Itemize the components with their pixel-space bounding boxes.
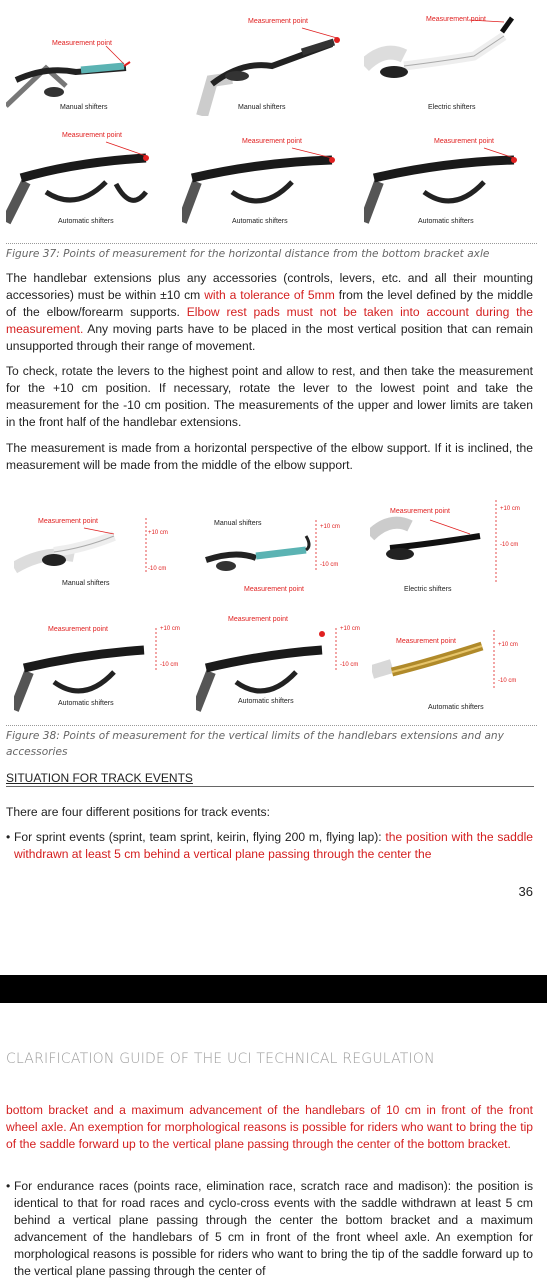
measurement-point-label: Measurement point	[52, 40, 112, 47]
minus-10cm-label: -10 cm	[340, 662, 359, 668]
measurement-point-label: Measurement point	[228, 616, 288, 623]
section-title: SITUATION FOR TRACK EVENTS	[6, 771, 193, 785]
caption-divider	[6, 725, 537, 726]
page-number: 36	[518, 884, 533, 899]
figure37-caption: Figure 37: Points of measurement for the horizontal distance from the bottom bracket axle	[6, 248, 490, 260]
handlebar-photo	[196, 500, 366, 600]
plus-10cm-label: +10 cm	[340, 626, 360, 632]
figure38-panel-2	[196, 500, 366, 600]
caption-divider	[6, 243, 537, 244]
minus-10cm-label: -10 cm	[148, 566, 167, 572]
plus-10cm-label: +10 cm	[498, 642, 518, 648]
page-separator	[0, 975, 547, 1003]
shifters-label: Manual shifters	[214, 520, 262, 527]
paragraph-horizontal: The measurement is made from a horizontal perspective of the elbow support. If it is inclined, the measurement will be made from the middle of the elbow support.	[6, 441, 533, 472]
measurement-point-label: Measurement point	[244, 586, 304, 593]
bullet-sprint: • For sprint events (sprint, team sprint, keirin, flying 200 m, flying lap): the position with the saddle withdrawn at least 5 cm behind a vertical plane passing through the center the	[6, 830, 533, 861]
paragraph-positions: There are four different positions for track events:	[6, 805, 270, 819]
paragraph-tolerance: The handlebar extensions plus any accessories (controls, levers, etc. and all their mounting accessories) must be within ±10 cm with a tolerance of 5mm from the level defined by the middle of the elbow/forearm supports. Elbow rest pads must not be taken into account during the measurement. Any moving parts have to be placed in the most vertical position that can remain unsupported through their range of movement.	[6, 271, 533, 353]
plus-10cm-label: +10 cm	[160, 626, 180, 632]
figure37-panel-2	[182, 6, 362, 116]
shifters-label: Manual shifters	[60, 104, 108, 111]
bullet-endurance: • For endurance races (points race, elimination race, scratch race and madison): the position is identical to that for road races and cyclo-cross events with the saddle withdrawn at least 5 cm behind a vertical plane passing through the center the bottom bracket and a maximum advancement of the handlebars of 5 cm in front of the front wheel axle. An exemption for morphological reasons is possible for riders who want to bring the tip of the saddle forward up to the vertical plane passing through the center of	[6, 1179, 533, 1278]
figure37-panel-4	[6, 122, 181, 230]
minus-10cm-label: -10 cm	[498, 678, 517, 684]
minus-10cm-label: -10 cm	[160, 662, 179, 668]
plus-10cm-label: +10 cm	[500, 506, 520, 512]
shifters-label: Automatic shifters	[238, 698, 294, 705]
paragraph-sprint-continued: bottom bracket and a maximum advancement of the handlebars of 10 cm in front of the front wheel axle. An exemption for morphological reasons is possible for riders who want to bring the tip of the saddle forward up to the vertical plane passing through the center of the bottom bracket.	[6, 1103, 533, 1151]
shifters-label: Automatic shifters	[58, 218, 114, 225]
figure38-caption-line2: accessories	[6, 746, 68, 758]
minus-10cm-label: -10 cm	[500, 542, 519, 548]
figure37-panel-1	[6, 6, 181, 116]
measurement-point-label: Measurement point	[242, 138, 302, 145]
measurement-point-label: Measurement point	[62, 132, 122, 139]
plus-10cm-label: +10 cm	[320, 524, 340, 530]
document-page-2	[0, 1003, 547, 1280]
measurement-point-label: Measurement point	[426, 16, 486, 23]
plus-10cm-label: +10 cm	[148, 530, 168, 536]
shifters-label: Automatic shifters	[58, 700, 114, 707]
document-header: CLARIFICATION GUIDE OF THE UCI TECHNICAL REGULATION	[6, 1051, 435, 1067]
figure38-panel-4	[14, 610, 194, 712]
handlebar-photo	[372, 622, 542, 716]
figure37-panel-3	[364, 6, 542, 116]
bullet-marker: •	[6, 830, 11, 844]
shifters-label: Manual shifters	[62, 580, 110, 587]
measurement-point-label: Measurement point	[434, 138, 494, 145]
measurement-point-label: Measurement point	[48, 626, 108, 633]
handlebar-photo	[6, 6, 181, 116]
measurement-point-label: Measurement point	[248, 18, 308, 25]
shifters-label: Automatic shifters	[418, 218, 474, 225]
measurement-point-label: Measurement point	[390, 508, 450, 515]
figure38-caption-line1: Figure 38: Points of measurement for the vertical limits of the handlebars extensions and any	[6, 730, 504, 742]
figure38-panel-1	[14, 490, 184, 595]
shifters-label: Automatic shifters	[232, 218, 288, 225]
figure38-panel-5	[196, 610, 372, 712]
figure38-panel-6	[372, 622, 542, 716]
shifters-label: Automatic shifters	[428, 704, 484, 711]
measurement-point-label: Measurement point	[396, 638, 456, 645]
shifters-label: Manual shifters	[238, 104, 286, 111]
shifters-label: Electric shifters	[428, 104, 476, 111]
figure37-panel-5	[182, 122, 362, 230]
figure38-panel-3	[370, 496, 542, 600]
measurement-point-label: Measurement point	[38, 518, 98, 525]
shifters-label: Electric shifters	[404, 586, 452, 593]
bullet-marker: •	[6, 1179, 11, 1193]
minus-10cm-label: -10 cm	[320, 562, 339, 568]
section-rule	[6, 786, 534, 787]
paragraph-levers: To check, rotate the levers to the highest point and allow to rest, and then take the measurement for the +10 cm position. If necessary, rotate the lever to the lowest point and take the measurement for the -10 cm position. The measurements of the upper and lower limits are taken in the front half of the handlebar extensions.	[6, 364, 533, 429]
figure37-panel-6	[364, 122, 542, 230]
